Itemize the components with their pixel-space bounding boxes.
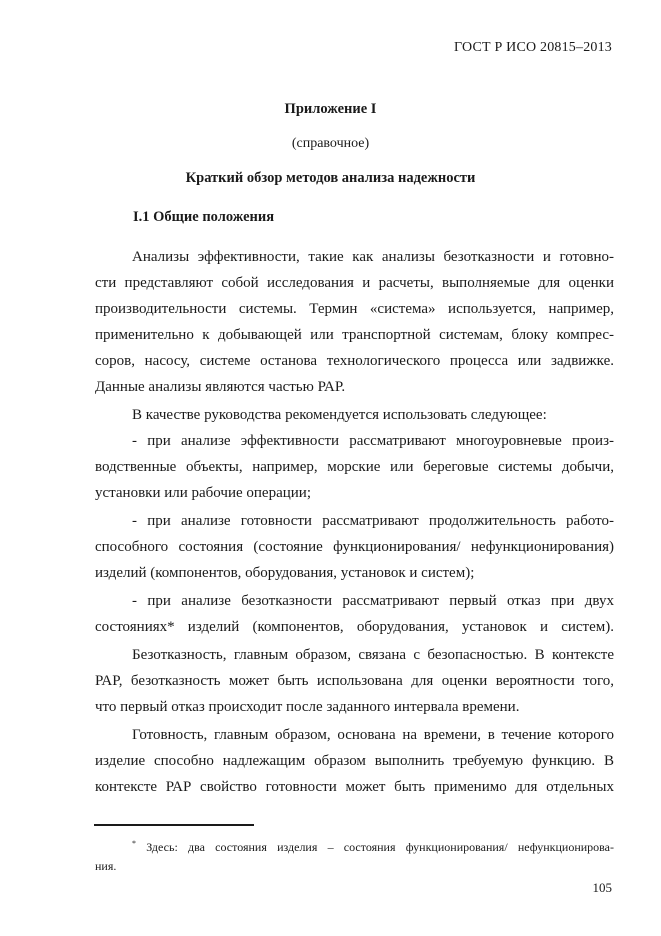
footnote-continuation: ния.	[95, 859, 117, 873]
text-line: сти представляют собой исследования и расчеты, выполняемые для оценки	[95, 275, 614, 291]
footnote-mark: *	[132, 839, 136, 848]
text-line: состояниях* изделий (компонентов, оборудования, установок и систем).	[95, 619, 614, 635]
text-line: применительно к добывающей или транспортной системам, блоку компрес-	[95, 327, 614, 343]
footnote-text: Здесь: два состояния изделия – состояния функционирования/ нефункционирова-	[146, 840, 615, 854]
footnote	[95, 839, 614, 855]
text-line: РАР, безотказность может быть использована для оценки вероятности того,	[95, 673, 614, 689]
section-heading: I.1 Общие положения	[133, 209, 275, 225]
text-line: контексте РАР свойство готовности может быть применимо для отдельных	[95, 779, 614, 795]
page-number: 105	[592, 880, 612, 895]
text-line: изделие способно надлежащим образом выполнить требуемую функцию. В	[95, 753, 614, 769]
footnote-separator	[94, 824, 254, 826]
text-line: Данные анализы являются частью РАР.	[95, 379, 346, 395]
text-line: водственные объекты, например, морские или береговые системы добычи,	[95, 459, 614, 475]
list-item-line: - при анализе безотказности рассматривают первый отказ при двух	[132, 593, 614, 609]
text-line: соров, насосу, системе останова технологического процесса или задвижке.	[95, 353, 614, 369]
list-item-line: - при анализе готовности рассматривают продолжительность работо-	[132, 513, 614, 529]
document-header: ГОСТ Р ИСО 20815–2013	[454, 40, 612, 55]
text-line: Безотказность, главным образом, связана с безопасностью. В контексте	[132, 647, 614, 663]
text-line: Готовность, главным образом, основана на времени, в течение которого	[132, 727, 614, 743]
text-line: производительности системы. Термин «система» используется, например,	[95, 301, 614, 317]
appendix-subtitle: (справочное)	[291, 136, 370, 151]
appendix-title: Приложение I	[284, 101, 377, 117]
text-line: установки или рабочие операции;	[95, 485, 311, 501]
text-line: что первый отказ происходит после заданного интервала времени.	[95, 699, 520, 715]
list-item-line: - при анализе эффективности рассматривают многоуровневые произ-	[132, 433, 614, 449]
appendix-heading: Краткий обзор методов анализа надежности	[185, 170, 476, 186]
text-line: изделий (компонентов, оборудования, установок и систем);	[95, 565, 475, 581]
text-line: способного состояния (состояние функционирования/ нефункционирования)	[95, 539, 614, 555]
text-line: В качестве руководства рекомендуется использовать следующее:	[132, 407, 547, 423]
text-line: Анализы эффективности, такие как анализы безотказности и готовно-	[132, 249, 614, 265]
